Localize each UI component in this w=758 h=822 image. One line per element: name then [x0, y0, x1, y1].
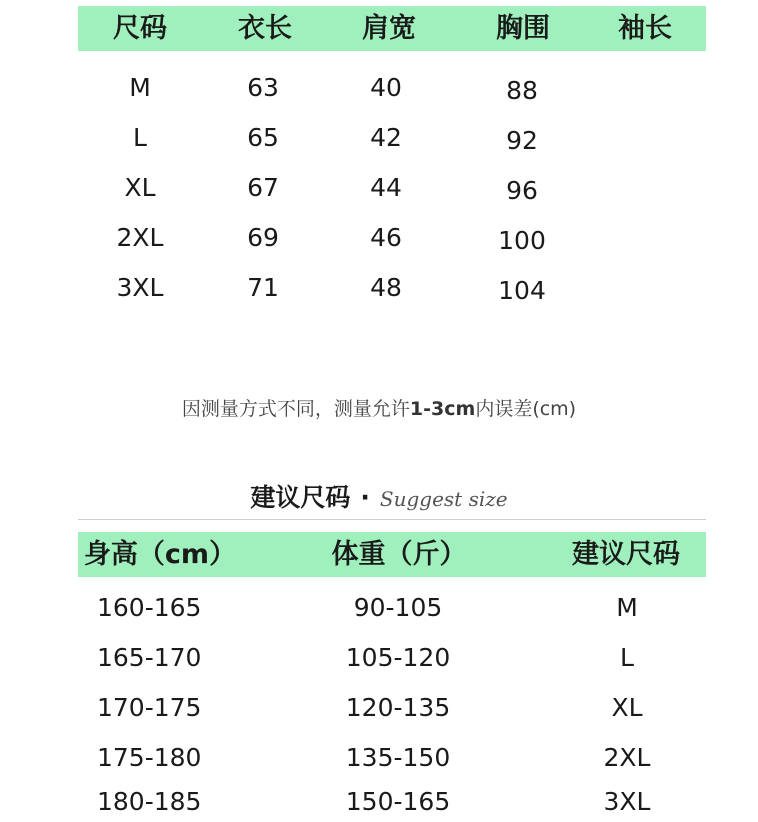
- chest-cell: 96: [506, 176, 538, 205]
- length-cell: 63: [247, 73, 279, 102]
- height-cell: 165-170: [97, 643, 202, 672]
- header-size: 尺码: [113, 13, 167, 44]
- shoulder-cell: 42: [370, 123, 402, 152]
- size-cell: XL: [124, 173, 156, 202]
- height-cell: 170-175: [97, 693, 202, 722]
- header-sleeve: 袖长: [618, 13, 672, 44]
- chest-cell: 92: [506, 126, 538, 155]
- title-divider: [78, 519, 706, 520]
- suggest-script-text: Suggest size: [379, 487, 508, 511]
- shoulder-cell: 48: [370, 273, 402, 302]
- header-weight: 体重（斤）: [331, 539, 467, 570]
- size-row: [0, 218, 758, 258]
- header-length: 衣长: [238, 13, 292, 44]
- size-chart-header: [78, 6, 706, 51]
- size-cell: 3XL: [116, 273, 164, 302]
- header-shoulder: 肩宽: [362, 13, 416, 44]
- size-cell: M: [616, 593, 638, 622]
- size-cell: L: [133, 123, 147, 152]
- height-cell: 160-165: [97, 593, 202, 622]
- length-cell: 65: [247, 123, 279, 152]
- shoulder-cell: 46: [370, 223, 402, 252]
- size-row: [0, 168, 758, 208]
- chest-cell: 100: [498, 226, 546, 255]
- size-cell: L: [620, 643, 634, 672]
- header-chest: 胸围: [496, 13, 550, 44]
- shoulder-cell: 40: [370, 73, 402, 102]
- suggest-row: [0, 738, 758, 778]
- measurement-note: [0, 394, 758, 421]
- weight-cell: 135-150: [345, 743, 451, 772]
- header-height: 身高（cm）: [83, 539, 237, 570]
- suggest-row: [0, 638, 758, 678]
- size-cell: 2XL: [603, 743, 651, 772]
- height-cell: 175-180: [97, 743, 202, 772]
- size-cell: M: [129, 73, 151, 102]
- note-prefix: 因测量方式不同，测量允许: [181, 398, 410, 420]
- suggest-table-header: [78, 532, 706, 577]
- height-cell: 180-185: [97, 787, 202, 816]
- weight-cell: 120-135: [345, 693, 451, 722]
- chest-cell: 104: [498, 276, 546, 305]
- suggest-size-title: [0, 478, 758, 514]
- length-cell: 67: [247, 173, 279, 202]
- note-range: 1-3cm: [409, 398, 476, 420]
- suggest-row: [0, 688, 758, 728]
- weight-cell: 105-120: [345, 643, 451, 672]
- size-row: [0, 118, 758, 158]
- length-cell: 69: [247, 223, 279, 252]
- size-cell: 3XL: [603, 787, 651, 816]
- suggest-title-text: 建议尺码: [250, 483, 351, 512]
- note-suffix: 内误差(cm): [475, 398, 577, 420]
- suggest-row: [0, 782, 758, 816]
- header-suggest-size: 建议尺码: [572, 539, 680, 570]
- size-cell: XL: [611, 693, 643, 722]
- title-dot: ·: [360, 483, 370, 512]
- weight-cell: 90-105: [353, 593, 443, 622]
- size-row: [0, 68, 758, 108]
- suggest-row: [0, 588, 758, 628]
- chest-cell: 88: [506, 76, 538, 105]
- shoulder-cell: 44: [370, 173, 402, 202]
- length-cell: 71: [247, 273, 279, 302]
- size-cell: 2XL: [116, 223, 164, 252]
- size-row: [0, 268, 758, 308]
- weight-cell: 150-165: [345, 787, 451, 816]
